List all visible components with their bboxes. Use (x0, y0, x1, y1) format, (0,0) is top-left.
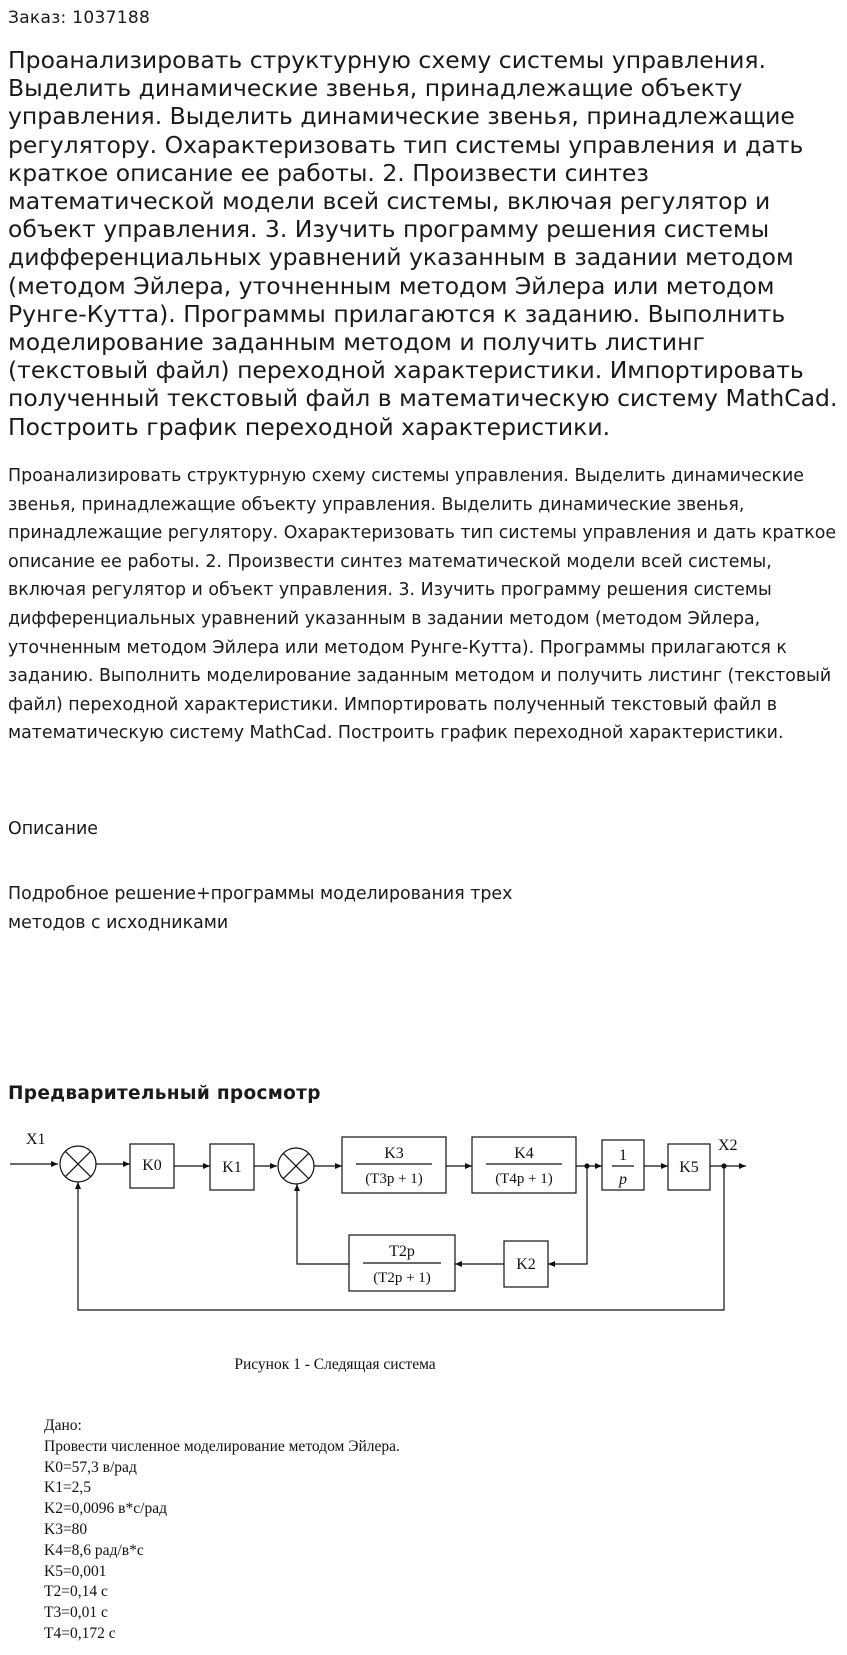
block-k3-denominator: (T3p + 1) (365, 1171, 423, 1187)
figure-caption: Рисунок 1 - Следящая система (234, 1356, 436, 1373)
description-body: Подробное решение+программы моделирования трех методов с исходниками (8, 884, 513, 933)
order-number: Заказ: 1037188 (8, 8, 151, 28)
block-diagram (0, 1120, 847, 1420)
block-integrator (602, 1140, 644, 1190)
given-param-t3: T3=0,01 с (44, 1604, 108, 1622)
given-section (44, 1416, 400, 1645)
block-k4 (472, 1137, 576, 1193)
block-k1 (210, 1144, 254, 1190)
preview-heading: Предварительный просмотр (8, 1083, 321, 1104)
output-label-x2: X2 (718, 1137, 738, 1154)
block-k2-label: K2 (516, 1256, 536, 1273)
task-lead-text: Проанализировать структурную схему системы управления. Выделить динамические звенья, принадлежащие объекту управления. Выделить динамические звенья, принадлежащие регулятору. Охарактеризовать тип системы управления и дать краткое описание ее работы. 2. Произвести синтез математической модели всей системы, включая регулятор и объект управления. 3. Изучить программу решения системы дифференциальных уравнений указанным в задании методом (методом Эйлера, уточненным методом Эйлера или методом Рунге-Кутта). Программы прилагаются к заданию. Выполнить моделирование заданным методом и получить листинг (текстовый файл) переходной характеристики. Импортировать полученный текстовый файл в математическую систему MathCad. Построить график переходной характеристики. (8, 46, 838, 441)
block-k3 (342, 1137, 446, 1193)
block-k0 (130, 1144, 174, 1188)
block-k1-label: K1 (222, 1159, 242, 1176)
description-heading: Описание (8, 819, 98, 839)
task-body-text: Проанализировать структурную схему системы управления. Выделить динамические звенья, принадлежащие объекту управления. Выделить динамические звенья, принадлежащие регулятору. Охарактеризовать тип системы управления и дать краткое описание ее работы. 2. Произвести синтез математической модели всей системы, включая регулятор и объект управления. 3. Изучить программу решения системы дифференциальных уравнений указанным в задании методом (методом Эйлера, уточненным методом Эйлера или методом Рунге-Кутта). Программы прилагаются к заданию. Выполнить моделирование заданным методом и получить листинг (текстовый файл) переходной характеристики. Импортировать полученный текстовый файл в математическую систему MathCad. Построить график переходной характеристики. (8, 466, 837, 744)
block-k4-denominator: (T4p + 1) (495, 1171, 553, 1187)
block-integrator-numerator: 1 (619, 1147, 627, 1164)
given-param-t4: T4=0,172 с (44, 1624, 116, 1642)
block-k3-numerator: K3 (384, 1145, 404, 1162)
block-t2-denominator: (T2p + 1) (373, 1270, 431, 1286)
block-k4-numerator: K4 (514, 1145, 534, 1162)
summing-junction-2 (278, 1148, 314, 1184)
block-k5 (668, 1144, 710, 1190)
given-param-k4: K4=8,6 рад/в*с (44, 1541, 144, 1559)
block-k5-label: K5 (679, 1159, 699, 1176)
block-integrator-denominator: p (619, 1171, 627, 1188)
block-k0-label: K0 (142, 1157, 162, 1174)
block-k2 (504, 1241, 548, 1287)
given-title: Дано: (44, 1417, 82, 1434)
given-param-k1: K1=2,5 (44, 1479, 92, 1497)
block-t2-numerator: T2p (389, 1243, 415, 1260)
given-param-k5: K5=0,001 (44, 1562, 107, 1580)
input-label-x1: X1 (26, 1131, 46, 1148)
summing-junction-1 (60, 1146, 96, 1182)
given-param-k3: K3=80 (44, 1520, 88, 1538)
given-task: Провести численное моделирование методом Эйлера. (44, 1437, 400, 1455)
given-param-k2: K2=0,0096 в*с/рад (44, 1500, 167, 1518)
given-param-t2: T2=0,14 с (44, 1583, 108, 1601)
given-param-k0: K0=57,3 в/рад (44, 1458, 137, 1476)
block-t2-feedback (349, 1235, 455, 1291)
